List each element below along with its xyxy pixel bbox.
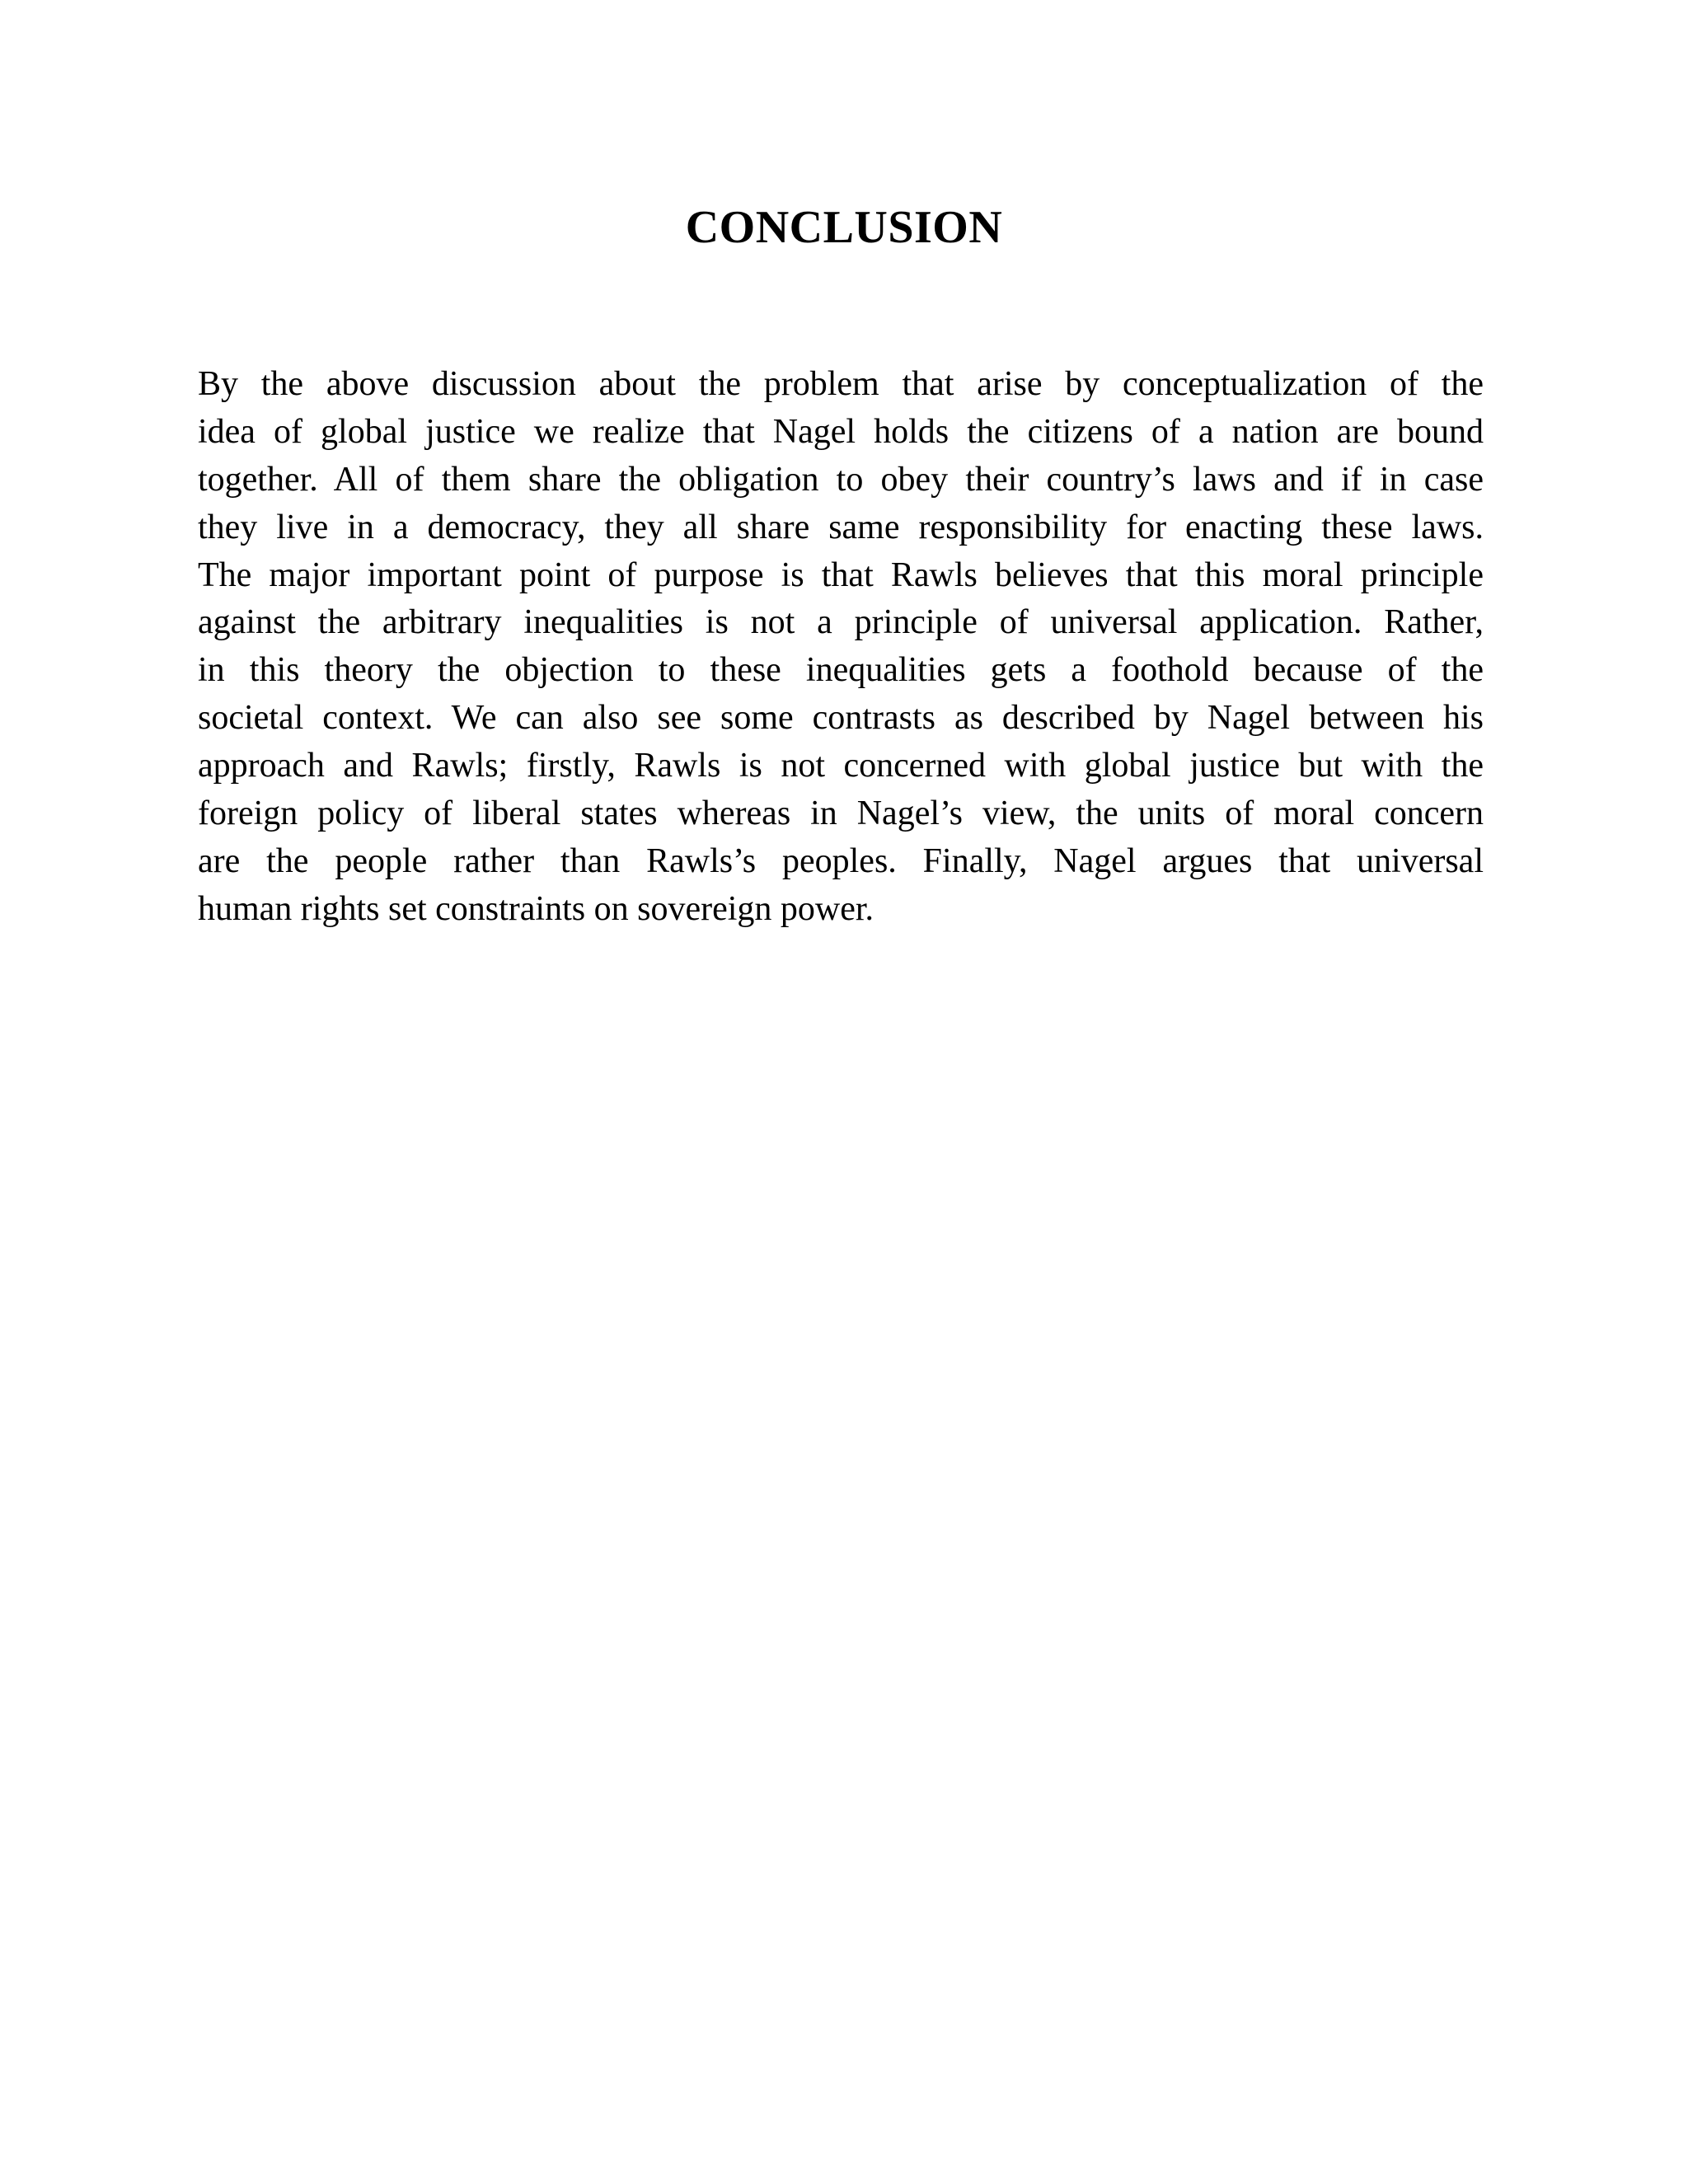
paragraph-line: together. All of them share the obligation to obey their country’s laws and if in case: [198, 460, 1484, 499]
paragraph-line: they live in a democracy, they all share same responsibility for enacting these laws.: [198, 508, 1484, 546]
paragraph-line: The major important point of purpose is that Rawls believes that this moral principle: [198, 555, 1484, 594]
paragraph-line: idea of global justice we realize that Nagel holds the citizens of a nation are bound: [198, 412, 1484, 451]
page-title: CONCLUSION: [685, 202, 1003, 253]
paragraph-line: approach and Rawls; firstly, Rawls is not concerned with global justice but with the: [198, 747, 1484, 785]
paragraph-line: against the arbitrary inequalities is not a principle of universal application. Rather,: [198, 603, 1484, 642]
paragraph-line: human rights set constraints on sovereign power.: [198, 889, 874, 928]
paragraph-line: By the above discussion about the problem that arise by conceptualization of the: [198, 365, 1484, 403]
conclusion-paragraph: [198, 361, 1484, 934]
paragraph-line: in this theory the objection to these inequalities gets a foothold because of the: [198, 651, 1484, 690]
paragraph-line: foreign policy of liberal states whereas in Nagel’s view, the units of moral concern: [198, 794, 1484, 833]
paragraph-line: are the people rather than Rawls’s peoples. Finally, Nagel argues that universal: [198, 841, 1484, 880]
paragraph-line: societal context. We can also see some contrasts as described by Nagel between his: [198, 699, 1484, 738]
